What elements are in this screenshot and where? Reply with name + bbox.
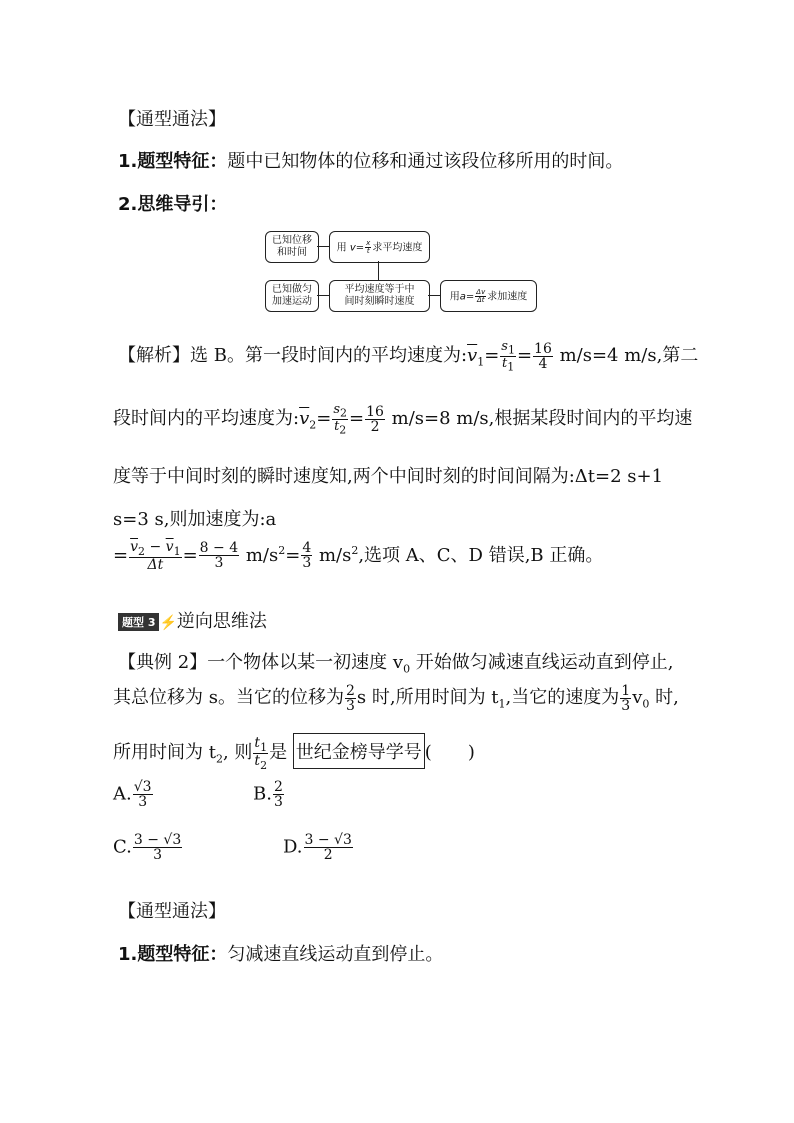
analysis-line-1: 【解析】选 B。第一段时间内的平均速度为$:\overline{v}_1=$ $\frac{s_1}{t_1}$ = $\frac{16}{4}$ m/s=4 m/s,第二 (118, 339, 699, 374)
type3-tag: 题型 3 (118, 613, 159, 631)
analysis-line-4: s=3 s,则加速度为:a (113, 509, 277, 530)
flow-arrow (317, 246, 329, 247)
paragraph-feature: 1.题型特征：题中已知物体的位移和通过该段位移所用的时间。 (118, 151, 624, 172)
example-line-1: 【典例 2】一个物体以某一初速度 $v_0$ 开始做匀减速直线运动直到停止, (118, 652, 674, 676)
analysis-line-2: 段时间内的平均速度为$:\overline{v}_2=$ $\frac{s_2}{t_2}$ = $\frac{16}{2}$ m/s=8 m/s,根据某段时间内的平均速 (113, 402, 693, 437)
analysis-line-3: 度等于中间时刻的瞬时速度知,两个中间时刻的时间间隔为:Δt=2 s+1 (113, 466, 664, 487)
section-header: 【通型通法】 (118, 109, 226, 130)
analysis-line-5: = $\frac{\overline{v}_2 - \overline{v}_1}{\Delta t}$ = $\frac{8 - 4}{3}$ $m/s^2=$ $\frac{4}{3}$ $m/s^2$,选项 A、C、D 错误,B 正确。 (113, 539, 604, 573)
flow-box-uniform-accel: 已知做匀 加速运动 (265, 280, 319, 312)
flow-box-avg-velocity: 用 v= $\frac{x}{t}$ 求平均速度 (329, 231, 430, 263)
flow-box-acceleration: 用a= $\frac{\Delta v}{\Delta t}$ 求加速度 (440, 280, 537, 312)
flow-connector (378, 261, 379, 281)
paragraph-feature-2: 1.题型特征：匀减速直线运动直到停止。 (118, 944, 444, 965)
flow-arrow (428, 295, 440, 296)
flow-box-known-displacement: 已知位移 和时间 (265, 231, 319, 263)
paragraph-guide-label: 2.思维导引： (118, 194, 228, 215)
lightning-icon: ⚡ (159, 615, 177, 631)
section-header-2: 【通型通法】 (118, 901, 226, 922)
example-line-3: 所用时间为 $t_2$, 则 $\frac{t_1}{t_2}$ 是 世纪金榜导学号 ( ) (113, 734, 475, 772)
option-d[interactable]: D. $\frac{3 - √3}{2}$ (283, 832, 352, 863)
option-a[interactable]: A. $\frac{√3}{3}$ (113, 779, 152, 810)
type3-heading: 题型 3 ⚡逆向思维法 (118, 607, 267, 633)
example-line-2: 其总位移为 s。当它的位移为 $\frac{2}{3}$ s 时,所用时间为 $t_1$,当它的速度为 $\frac{1}{3}$ $v_0$ 时, (113, 682, 679, 714)
option-b[interactable]: B. $\frac{2}{3}$ (253, 779, 283, 810)
flow-box-mid-time: 平均速度等于中 间时刻瞬时速度 (329, 280, 430, 312)
option-c[interactable]: C. $\frac{3 - √3}{3}$ (113, 832, 182, 863)
flow-arrow (317, 295, 329, 296)
source-code-box: 世纪金榜导学号 (293, 733, 425, 769)
